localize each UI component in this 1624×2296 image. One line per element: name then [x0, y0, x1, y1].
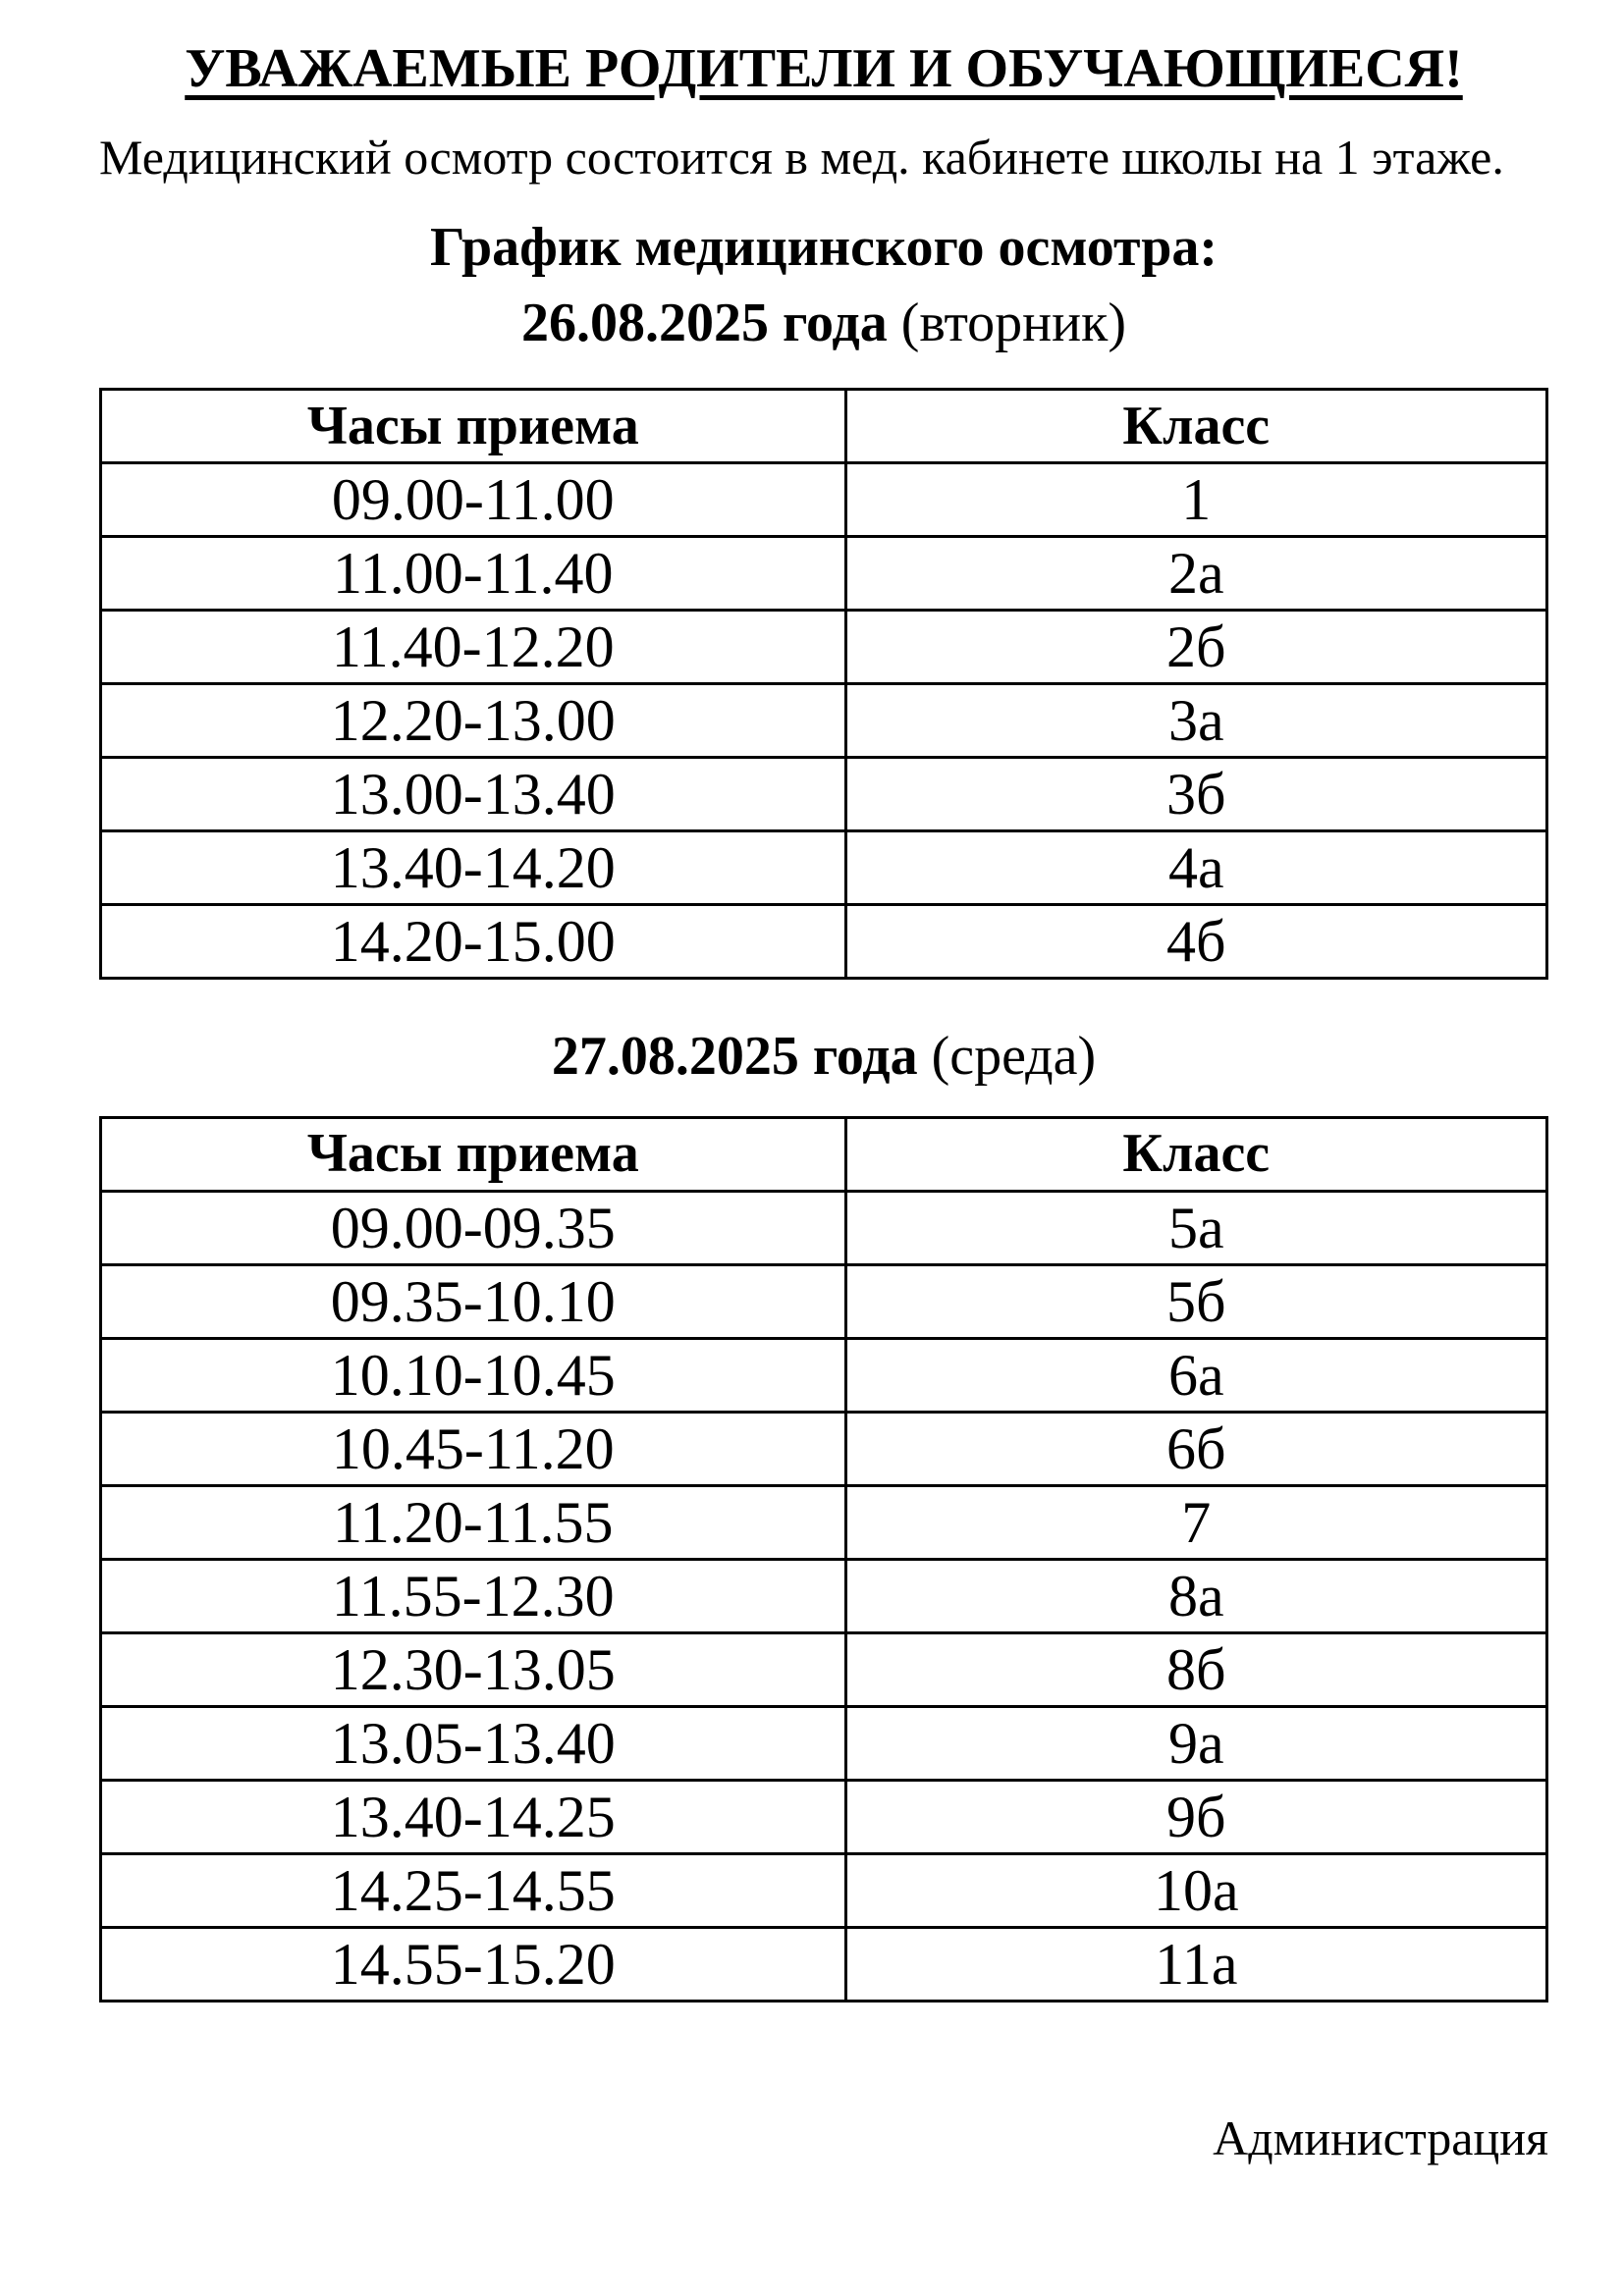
- class-cell: 1: [845, 463, 1546, 537]
- table-row: [101, 1485, 1547, 1559]
- table-row: [101, 611, 1547, 684]
- class-cell: 8а: [845, 1559, 1546, 1632]
- table-row: [101, 758, 1547, 831]
- class-cell: 10а: [845, 1853, 1546, 1927]
- time-cell: 10.10-10.45: [101, 1338, 846, 1412]
- time-cell: 13.40-14.25: [101, 1780, 846, 1853]
- table-row: [101, 1559, 1547, 1632]
- class-cell: 6а: [845, 1338, 1546, 1412]
- weekday-2: (среда): [931, 1026, 1097, 1088]
- table-row: [101, 1927, 1547, 2001]
- page-title: [99, 37, 1548, 100]
- time-cell: 09.00-09.35: [101, 1191, 846, 1264]
- class-cell: 11а: [845, 1927, 1546, 2001]
- time-cell: 10.45-11.20: [101, 1412, 846, 1485]
- table-row: [101, 537, 1547, 611]
- table-header-row: [101, 1117, 1547, 1191]
- table-row: [101, 684, 1547, 758]
- time-cell: 12.20-13.00: [101, 684, 846, 758]
- page-title-text: УВАЖАЕМЫЕ РОДИТЕЛИ И ОБУЧАЮЩИЕСЯ!: [185, 38, 1463, 99]
- time-cell: 11.40-12.20: [101, 611, 846, 684]
- weekday-1: (вторник): [900, 293, 1126, 354]
- time-cell: 14.20-15.00: [101, 905, 846, 979]
- table-row: [101, 1780, 1547, 1853]
- class-cell: 4б: [845, 905, 1546, 979]
- time-cell: 13.05-13.40: [101, 1706, 846, 1780]
- date-2: 27.08.2025 года: [551, 1026, 918, 1088]
- class-cell: 2а: [845, 537, 1546, 611]
- class-cell: 9б: [845, 1780, 1546, 1853]
- table-row: [101, 1191, 1547, 1264]
- table-row: [101, 1264, 1547, 1338]
- time-cell: 12.30-13.05: [101, 1632, 846, 1706]
- column-header-time: Часы приема: [101, 390, 846, 463]
- day-section-2: [99, 1024, 1548, 2002]
- class-cell: 5а: [845, 1191, 1546, 1264]
- schedule-heading: График медицинского осмотра:: [429, 216, 1218, 278]
- table-row: [101, 1853, 1547, 1927]
- time-cell: 14.25-14.55: [101, 1853, 846, 1927]
- date-heading-1: [99, 291, 1548, 356]
- time-cell: 11.55-12.30: [101, 1559, 846, 1632]
- time-cell: 13.40-14.20: [101, 831, 846, 905]
- day-section-1: [99, 291, 1548, 980]
- table-row: [101, 831, 1547, 905]
- class-cell: 7: [845, 1485, 1546, 1559]
- intro-paragraph: Медицинский осмотр состоится в мед. кабинете школы на 1 этаже.: [99, 130, 1504, 186]
- time-cell: 09.35-10.10: [101, 1264, 846, 1338]
- table-row: [101, 1338, 1547, 1412]
- date-heading-2: [99, 1024, 1548, 1090]
- class-cell: 2б: [845, 611, 1546, 684]
- table-row: [101, 905, 1547, 979]
- table-row: [101, 1632, 1547, 1706]
- time-cell: 14.55-15.20: [101, 1927, 846, 2001]
- column-header-time: Часы приема: [101, 1117, 846, 1191]
- class-cell: 8б: [845, 1632, 1546, 1706]
- time-cell: 09.00-11.00: [101, 463, 846, 537]
- class-cell: 9а: [845, 1706, 1546, 1780]
- time-cell: 11.20-11.55: [101, 1485, 846, 1559]
- table-row: [101, 1412, 1547, 1485]
- table-row: [101, 1706, 1547, 1780]
- class-cell: 3б: [845, 758, 1546, 831]
- class-cell: 5б: [845, 1264, 1546, 1338]
- table-row: [101, 463, 1547, 537]
- time-cell: 11.00-11.40: [101, 537, 846, 611]
- schedule-table-1: [99, 388, 1548, 980]
- column-header-class: Класс: [845, 390, 1546, 463]
- column-header-class: Класс: [845, 1117, 1546, 1191]
- class-cell: 6б: [845, 1412, 1546, 1485]
- table-header-row: [101, 390, 1547, 463]
- date-1: 26.08.2025 года: [521, 293, 888, 354]
- class-cell: 4а: [845, 831, 1546, 905]
- table-body-1: [101, 463, 1547, 979]
- signature: Администрация: [1213, 2109, 1548, 2165]
- table-body-2: [101, 1191, 1547, 2001]
- schedule-table-2: [99, 1116, 1548, 2002]
- time-cell: 13.00-13.40: [101, 758, 846, 831]
- class-cell: 3а: [845, 684, 1546, 758]
